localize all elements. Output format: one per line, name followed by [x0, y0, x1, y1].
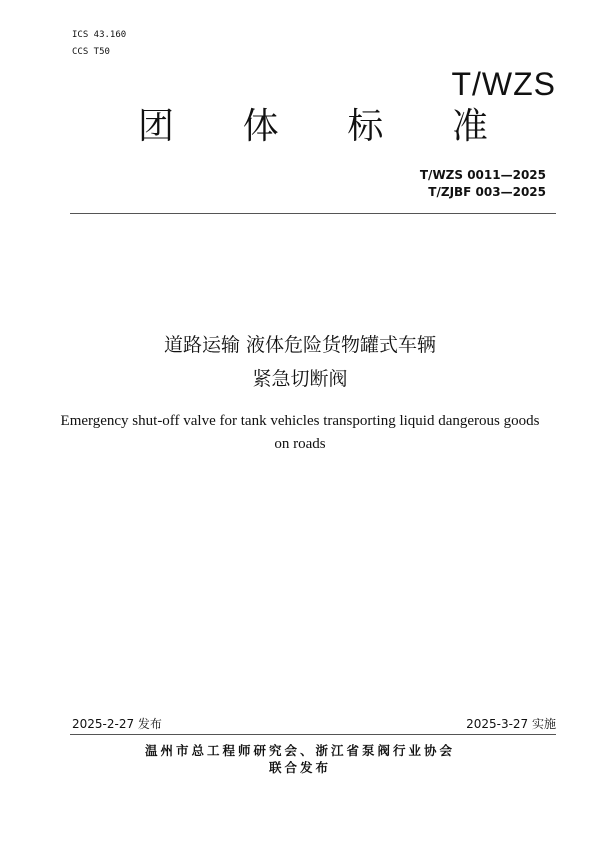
title-char: 准	[451, 106, 488, 147]
standard-type-title	[138, 98, 488, 149]
ccs-code: CCS T50	[72, 47, 110, 57]
chinese-title-line1: 道路运输 液体危险货物罐式车辆	[163, 334, 437, 356]
divider	[70, 734, 556, 735]
standard-code: T/WZS 0011—2025	[419, 168, 546, 182]
title-char: 团	[138, 106, 175, 147]
title-char: 标	[347, 106, 384, 147]
ics-code: ICS 43.160	[72, 30, 127, 40]
divider	[70, 213, 556, 214]
publisher: 温州市总工程师研究会、浙江省泵阀行业协会	[144, 743, 455, 758]
title-char: 体	[242, 106, 279, 147]
publisher-joint: 联合发布	[268, 760, 331, 775]
effective-date: 2025-3-27 实施	[466, 717, 556, 731]
english-title: Emergency shut-off valve for tank vehicles transporting liquid dangerous goods on roads	[60, 413, 540, 452]
standard-prefix: T/WZS	[451, 66, 556, 102]
standard-code: T/ZJBF 003—2025	[428, 185, 546, 199]
publish-date: 2025-2-27 发布	[72, 717, 162, 731]
chinese-title-line2: 紧急切断阀	[252, 368, 348, 390]
